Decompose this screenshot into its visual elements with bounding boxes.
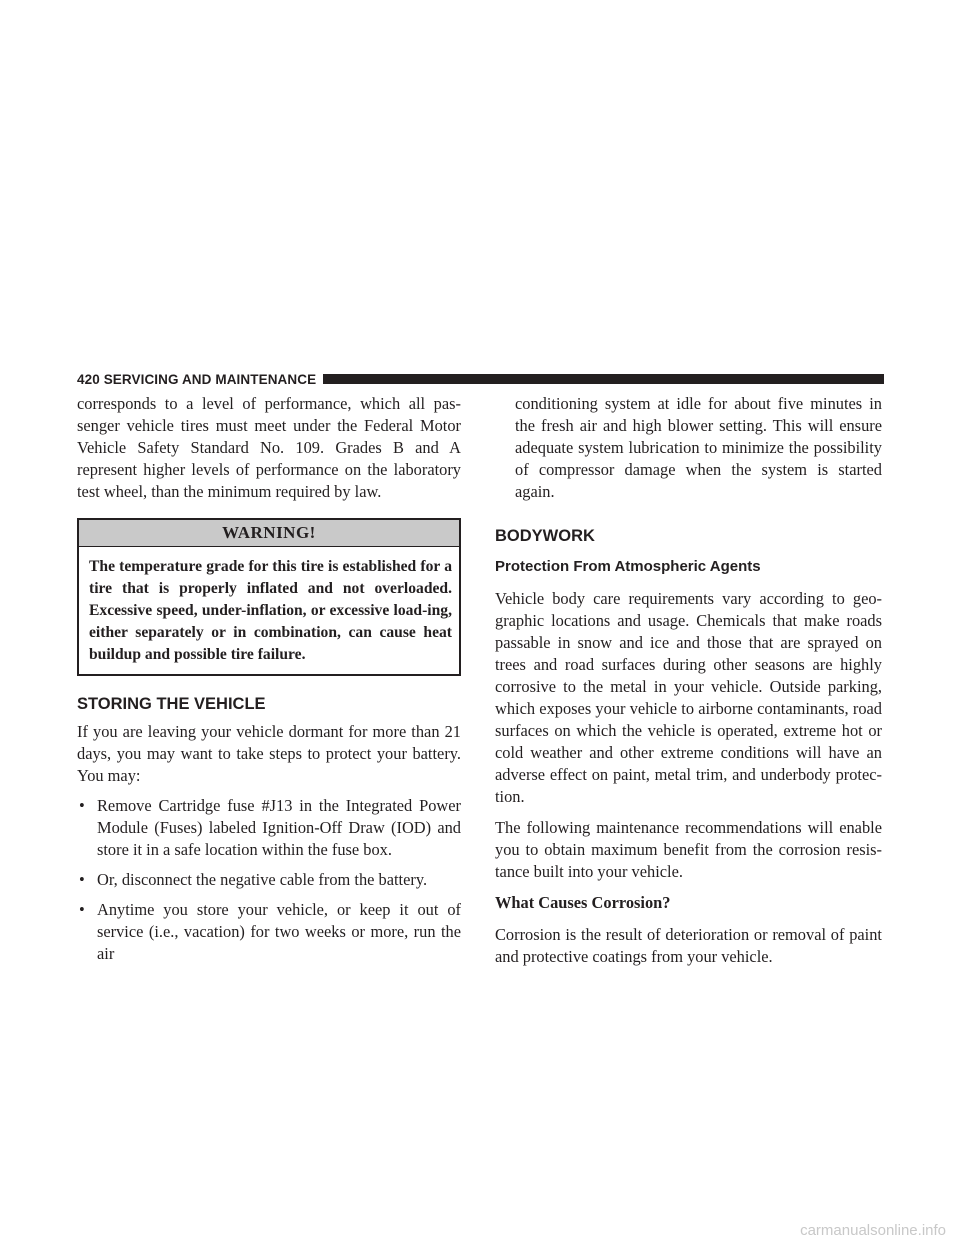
right-column [495,393,882,968]
intro-paragraph: corresponds to a level of performance, which all pas-senger vehicle tires must meet under the Federal Motor Vehicle Safety Standard No. 109. Grades B and A represent higher levels of performance on the laboratory test wheel, than the minimum required by law. [77,394,461,501]
header-rule [323,374,884,384]
warning-text: The temperature grade for this tire is established for a tire that is properly inflated and not overloaded. Excessive speed, under-inflation, or excessive load-ing, either separately or in combination, can cause heat buildup and possible tire failure. [89,558,452,663]
maintenance-paragraph: The following maintenance recommendations will enable you to obtain maximum benefit from the corrosion resis-tance built into your vehicle. [495,818,882,881]
storing-heading: STORING THE VEHICLE [77,695,266,713]
corrosion-heading: What Causes Corrosion? [495,893,671,912]
corrosion-paragraph: Corrosion is the result of deterioration or removal of paint and protective coatings from your vehicle. [495,925,882,966]
list-item-text: Or, disconnect the negative cable from the battery. [97,870,428,889]
warning-box [77,518,461,676]
list-item [77,899,461,965]
storing-bullet-list [77,795,461,965]
bullet-icon: • [79,796,85,815]
list-item [77,795,461,861]
page-number: 420 [77,371,100,387]
page-header [77,369,884,389]
storing-paragraph: If you are leaving your vehicle dormant for more than 21 days, you may want to take steps to protect your battery. You may: [77,722,461,785]
page-header-label [77,372,316,387]
bullet-continuation: conditioning system at idle for about five minutes in the fresh air and high blower setting. This will ensure adequate system lubrication to minimize the possibility of compressor damage when the system is started again. [515,394,882,501]
bullet-icon: • [79,900,85,919]
warning-title: WARNING! [79,520,459,547]
bodywork-heading: BODYWORK [495,527,595,545]
protection-paragraph: Vehicle body care requirements vary according to geo-graphic locations and usage. Chemicals that make roads passable in snow and ice and those that are sprayed on trees and road surfaces during other seasons are highly corrosive to the metal in your vehicle. Outside parking, which exposes your vehicle to airborne contaminants, road surfaces on which the vehicle is operated, extreme hot or cold weather and other extreme conditions will have an adverse effect on paint, metal trim, and underbody protec-tion. [495,589,882,806]
list-item [77,869,461,891]
protection-heading: Protection From Atmospheric Agents [495,558,761,575]
left-column [77,393,461,973]
watermark: carmanualsonline.info [800,1222,946,1239]
list-item-text: Anytime you store your vehicle, or keep it out of service (i.e., vacation) for two weeks or more, run the air [97,900,461,963]
section-title: SERVICING AND MAINTENANCE [103,371,317,387]
bullet-icon: • [79,870,85,889]
list-item-text: Remove Cartridge fuse #J13 in the Integrated Power Module (Fuses) labeled Ignition-Off Draw (IOD) and store it in a safe location within the fuse box. [97,796,461,859]
